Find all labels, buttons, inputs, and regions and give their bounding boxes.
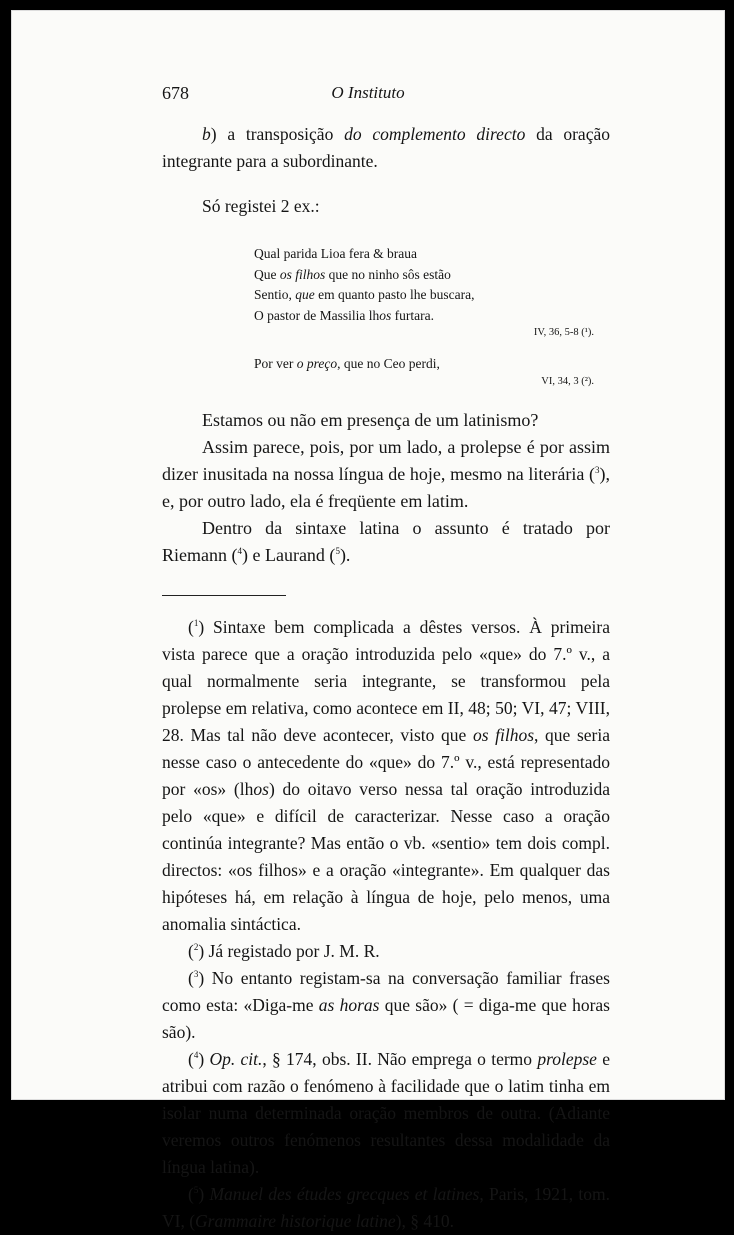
paragraph: Assim parece, pois, por um lado, a prolepse é por assim dizer inusitada na nossa língua de hoje, mesmo na literária ($^3$), e, por outro lado, ela é freqüente em latim.	[162, 436, 610, 511]
verse-line: Por ver o preço, que no Ceo perdi,	[254, 356, 440, 371]
verse-reference: IV, 36, 5-8 (¹).	[533, 327, 594, 338]
verse-line: Qual parida Lioa fera & braua	[254, 246, 418, 261]
paragraph: Dentro da sintaxe latina o assunto é tratado por Riemann ($^4$) e Laurand ($^5$).	[162, 517, 610, 565]
footnote-divider	[162, 595, 286, 596]
footnotes	[162, 614, 610, 1235]
running-title: O Instituto	[331, 83, 405, 102]
verse-line: O pastor de Massilia lhos furtara.	[254, 307, 434, 323]
item-b: b) a transposição do complemento directo da oração integrante para a subordinante.	[162, 124, 610, 171]
main-text	[162, 121, 610, 1235]
page-number: 678	[162, 83, 189, 103]
footnote: ($^4$) Op. cit., § 174, obs. II. Não emprega o termo prolepse e atribui com razão o fenómeno à facilidade que o latim tinha em isolar numa determinada oração membros de outra. (Adiante veremos outros fenómenos resultantes dessa modalidade da língua latina).	[162, 1048, 610, 1177]
footnote: ($^3$) No entanto registam-sa na conversação familiar frases como esta: «Diga-me as horas que são» ( = diga-me que horas são).	[162, 967, 610, 1042]
page-header	[162, 83, 574, 107]
verse-quote-1	[254, 244, 610, 389]
page	[11, 10, 725, 1231]
verse-line: Que os filhos que no ninho sôs estão	[254, 266, 451, 282]
footnote: ($^2$) Já registado por J. M. R.	[188, 940, 380, 961]
paragraph: Estamos ou não em presença de um latinismo?	[202, 409, 539, 430]
footnote: ($^1$) Sintaxe bem complicada a dêstes versos. À primeira vista parece que a oração introduzida pelo «que» do 7.º v., a qual normalmente seria integrante, se transformou pela prolepse em relativa, como acontece em II, 48; 50; VI, 47; VIII, 28. Mas tal não deve acontecer, visto que os filhos, que seria nesse caso o antecedente do «que» do 7.º v., está representado por «os» (lhos) do oitavo verso nessa tal oração introduzida pelo «que» e difícil de caracterizar. Nesse caso a oração continúa integrante? Mas então o vb. «sentio» tem dois compl. directos: «os filhos» e a oração «integrante». Em qualquer das hipóteses há, em relação à língua de hoje, pelo menos, uma anomalia sintáctica.	[162, 616, 611, 934]
verse-line: Sentio, que em quanto pasto lhe buscara,	[254, 287, 475, 302]
intro-line: Só registei 2 ex.:	[202, 196, 320, 216]
verse-reference: VI, 34, 3 (²).	[541, 375, 594, 387]
footnote: ($^5$) Manuel des études grecques et latines, Paris, 1921, tom. VI, (Grammaire historique latine), § 410.	[162, 1183, 611, 1231]
